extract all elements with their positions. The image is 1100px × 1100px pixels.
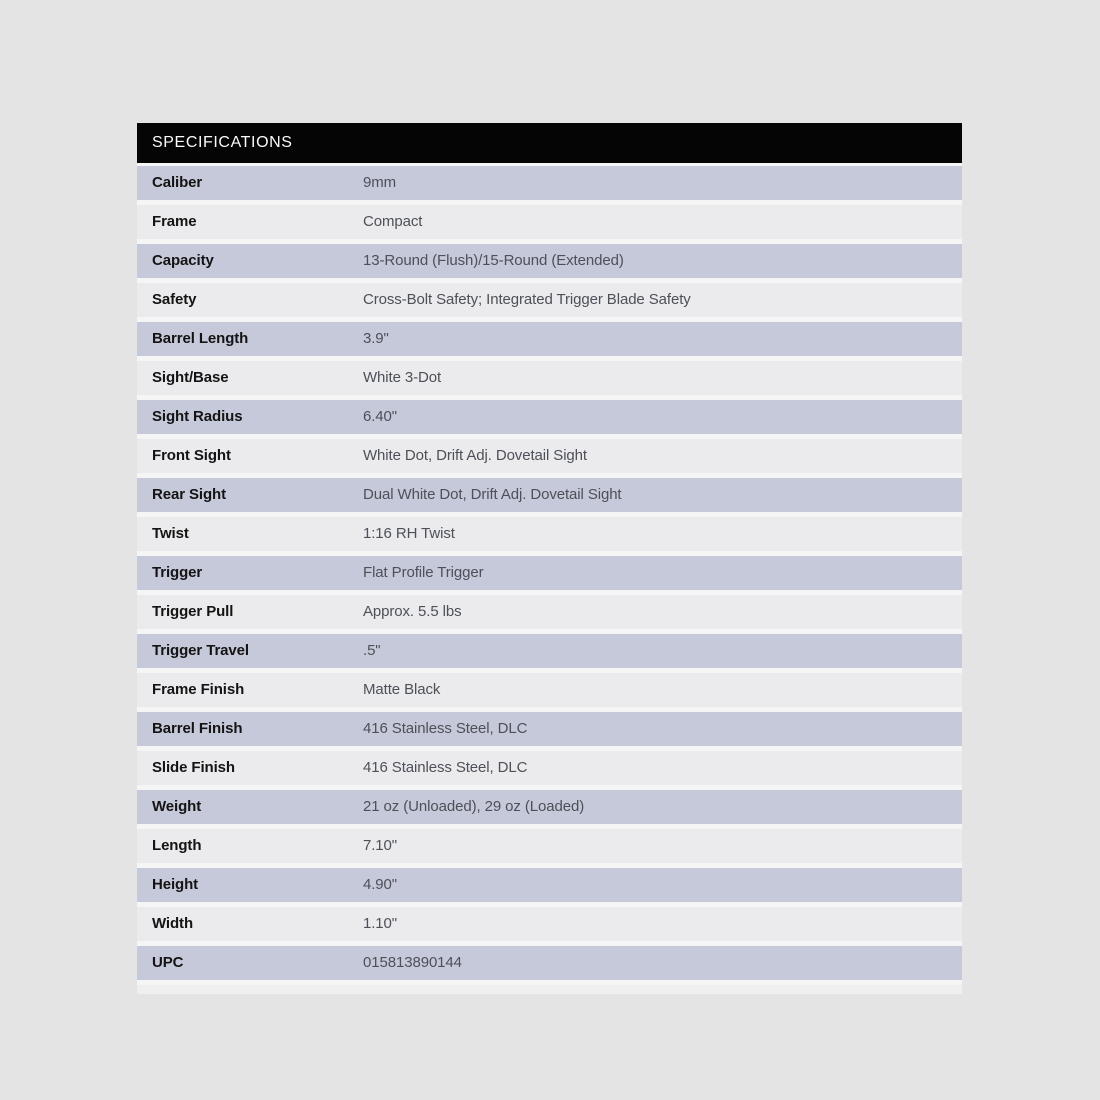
spec-label: Height <box>152 876 199 893</box>
spec-label: Barrel Length <box>152 330 249 347</box>
spec-label: Trigger Travel <box>152 642 249 659</box>
spec-row <box>137 946 962 985</box>
spec-row <box>137 244 962 283</box>
spec-row <box>137 400 962 439</box>
spec-value: 416 Stainless Steel, DLC <box>363 720 528 737</box>
spec-label: Trigger Pull <box>152 603 234 620</box>
spec-label: Capacity <box>152 252 214 269</box>
spec-label: Sight Radius <box>152 408 243 425</box>
table-footer-strip <box>137 985 962 994</box>
spec-label: UPC <box>152 954 184 971</box>
spec-row <box>137 478 962 517</box>
spec-row <box>137 322 962 361</box>
spec-value: 6.40" <box>363 408 398 425</box>
spec-value: 3.9" <box>363 330 389 347</box>
spec-label: Caliber <box>152 174 203 191</box>
spec-value: 1.10" <box>363 915 398 932</box>
spec-value: Matte Black <box>363 681 441 698</box>
spec-value: 7.10" <box>363 837 398 854</box>
spec-row <box>137 907 962 946</box>
spec-row <box>137 556 962 595</box>
spec-value: .5" <box>363 642 381 659</box>
spec-row <box>137 712 962 751</box>
spec-row <box>137 205 962 244</box>
spec-value: Flat Profile Trigger <box>363 564 484 581</box>
spec-row <box>137 790 962 829</box>
spec-value: Compact <box>363 213 423 230</box>
spec-row <box>137 673 962 712</box>
spec-value: 416 Stainless Steel, DLC <box>363 759 528 776</box>
spec-label: Frame <box>152 213 197 230</box>
spec-row <box>137 517 962 556</box>
spec-value: White Dot, Drift Adj. Dovetail Sight <box>363 447 587 464</box>
spec-value: White 3-Dot <box>363 369 442 386</box>
spec-value: 21 oz (Unloaded), 29 oz (Loaded) <box>363 798 585 815</box>
spec-value: 9mm <box>363 174 397 191</box>
spec-value: Approx. 5.5 lbs <box>363 603 462 620</box>
spec-label: Barrel Finish <box>152 720 243 737</box>
spec-label: Rear Sight <box>152 486 227 503</box>
spec-value: 13-Round (Flush)/15-Round (Extended) <box>363 252 624 269</box>
spec-row <box>137 361 962 400</box>
spec-value: 4.90" <box>363 876 398 893</box>
spec-value: 015813890144 <box>363 954 462 971</box>
spec-label: Twist <box>152 525 189 542</box>
spec-label: Safety <box>152 291 197 308</box>
spec-row <box>137 634 962 673</box>
spec-rows-container <box>137 166 962 985</box>
spec-label: Trigger <box>152 564 203 581</box>
spec-label: Weight <box>152 798 202 815</box>
spec-row <box>137 166 962 205</box>
specifications-table-header: SPECIFICATIONS <box>137 123 962 166</box>
spec-row <box>137 829 962 868</box>
spec-value: Dual White Dot, Drift Adj. Dovetail Sight <box>363 486 622 503</box>
spec-label: Frame Finish <box>152 681 245 698</box>
spec-row <box>137 751 962 790</box>
spec-row <box>137 868 962 907</box>
spec-row <box>137 595 962 634</box>
spec-row <box>137 439 962 478</box>
spec-value: Cross-Bolt Safety; Integrated Trigger Blade Safety <box>363 291 691 308</box>
spec-label: Sight/Base <box>152 369 229 386</box>
spec-row <box>137 283 962 322</box>
spec-label: Front Sight <box>152 447 231 464</box>
spec-label: Slide Finish <box>152 759 235 776</box>
spec-label: Length <box>152 837 202 854</box>
specifications-table <box>137 123 962 994</box>
spec-label: Width <box>152 915 194 932</box>
spec-value: 1:16 RH Twist <box>363 525 455 542</box>
